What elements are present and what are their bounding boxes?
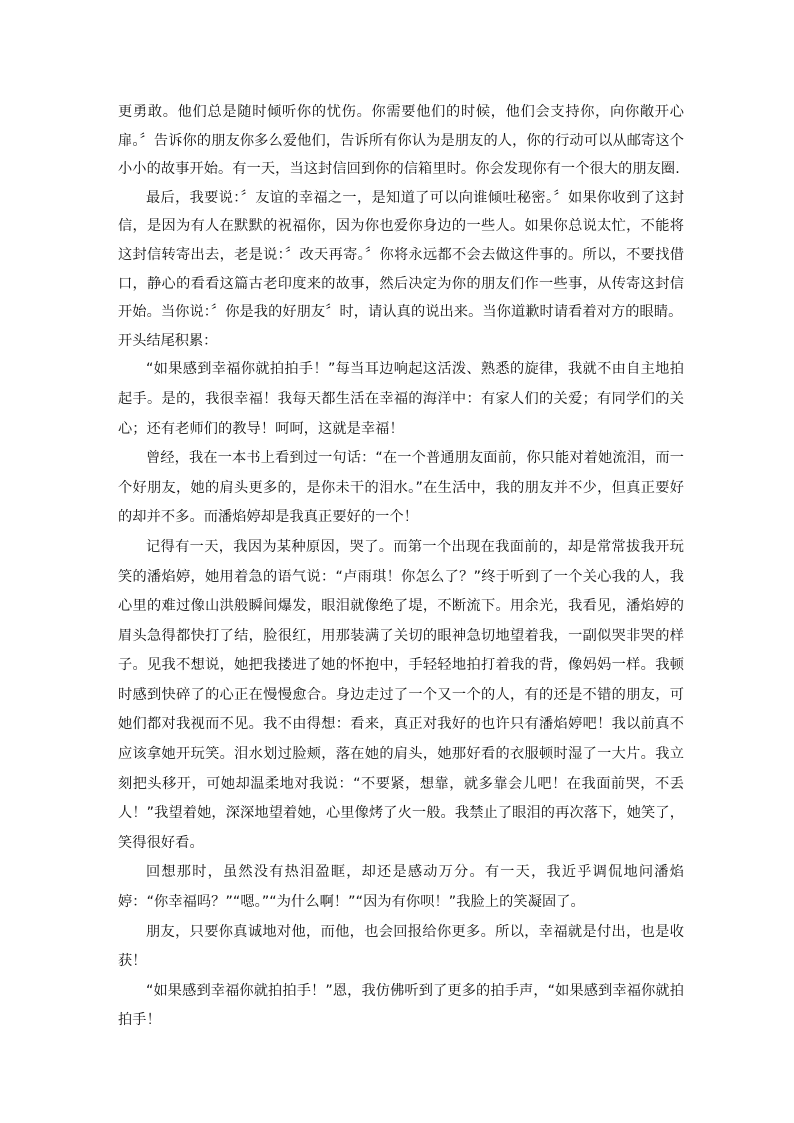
essay-paragraph-recall: 回想那时，虽然没有热泪盈眶，却还是感动万分。有一天，我近乎调侃地问潘焰婷：“你幸福吗？”“嗯。”“为什么啊！”“因为有你呗！”我脸上的笑凝固了。 [118,864,684,911]
section-heading: 开头结尾积累： [118,332,218,349]
essay-paragraph-lesson: 朋友，只要你真诚地对他，而他，也会回报给你更多。所以，幸福就是付出，也是收获！ [118,923,684,970]
paragraph-final-words: 最后，我要说：〞友谊的幸福之一，是知道了可以向谁倾吐秘密。〞如果你收到了这封信，是因为有人在默默的祝福你，因为你也爱你身边的一些人。如果你总说太忙，不能将这封信转寄出去，老是说：〞改天再寄。〞你将永远都不会去做这件事的。所以，不要找借口，静心的看看这篇古老印度来的故事，然后决定为你的朋友们作一些事，从传寄这封信开始。当你说：〞你是我的好朋友〞时，请认真的说出来。当你道歉时请看着对方的眼睛。 [118,189,684,321]
document-page [118,98,684,1036]
essay-paragraph-closing: “如果感到幸福你就拍拍手！”恩，我仿佛听到了更多的拍手声，“如果感到幸福你就拍拍手！ [118,982,684,1029]
essay-paragraph-quote: 曾经，我在一本书上看到过一句话：“在一个普通朋友面前，你只能对着她流泪，而一个好朋友，她的肩头更多的，是你未干的泪水。”在生活中，我的朋友并不少，但真正要好的却并不多。而潘焰婷却是我真正要好的一个！ [118,450,684,526]
essay-paragraph-opening: “如果感到幸福你就拍拍手！”每当耳边响起这活泼、熟悉的旋律，我就不由自主地拍起手。是的，我很幸福！我每天都生活在幸福的海洋中：有家人们的关爱；有同学们的关心；还有老师们的教导！呵呵，这就是幸福！ [118,361,684,437]
essay-paragraph-story: 记得有一天，我因为某种原因，哭了。而第一个出现在我面前的，却是常常拔我开玩笑的潘焰婷，她用着急的语气说：“卢雨琪！你怎么了？”终于听到了一个关心我的人，我心里的难过像山洪般瞬间爆发，眼泪就像绝了堤，不断流下。用余光，我看见，潘焰婷的眉头急得都快打了结，脸很红，用那装满了关切的眼神急切地望着我，一副似哭非哭的样子。见我不想说，她把我搂进了她的怀抱中，手轻轻地拍打着我的背，像妈妈一样。我顿时感到快碎了的心正在慢慢愈合。身边走过了一个又一个的人，有的还是不错的朋友，可她们都对我视而不见。我不由得想：看来，真正对我好的也许只有潘焰婷吧！我以前真不应该拿她开玩笑。泪水划过脸颊，落在她的肩头，她那好看的衣服顿时湿了一大片。我立刻把头移开，可她却温柔地对我说：“不要紧，想靠，就多靠会儿吧！在我面前哭，不丢人！”我望着她，深深地望着她，心里像烤了火一般。我禁止了眼泪的再次落下，她笑了，笑得很好看。 [118,538,684,851]
paragraph-friendship-ending: 更勇敢。他们总是随时倾听你的忧伤。你需要他们的时候，他们会支持你，向你敞开心扉。〞告诉你的朋友你多么爱他们，告诉所有你认为是朋友的人，你的行动可以从邮寄这个小小的故事开始。有一天，当这封信回到你的信箱里时。你会发现你有一个很大的朋友圈. [118,104,684,178]
